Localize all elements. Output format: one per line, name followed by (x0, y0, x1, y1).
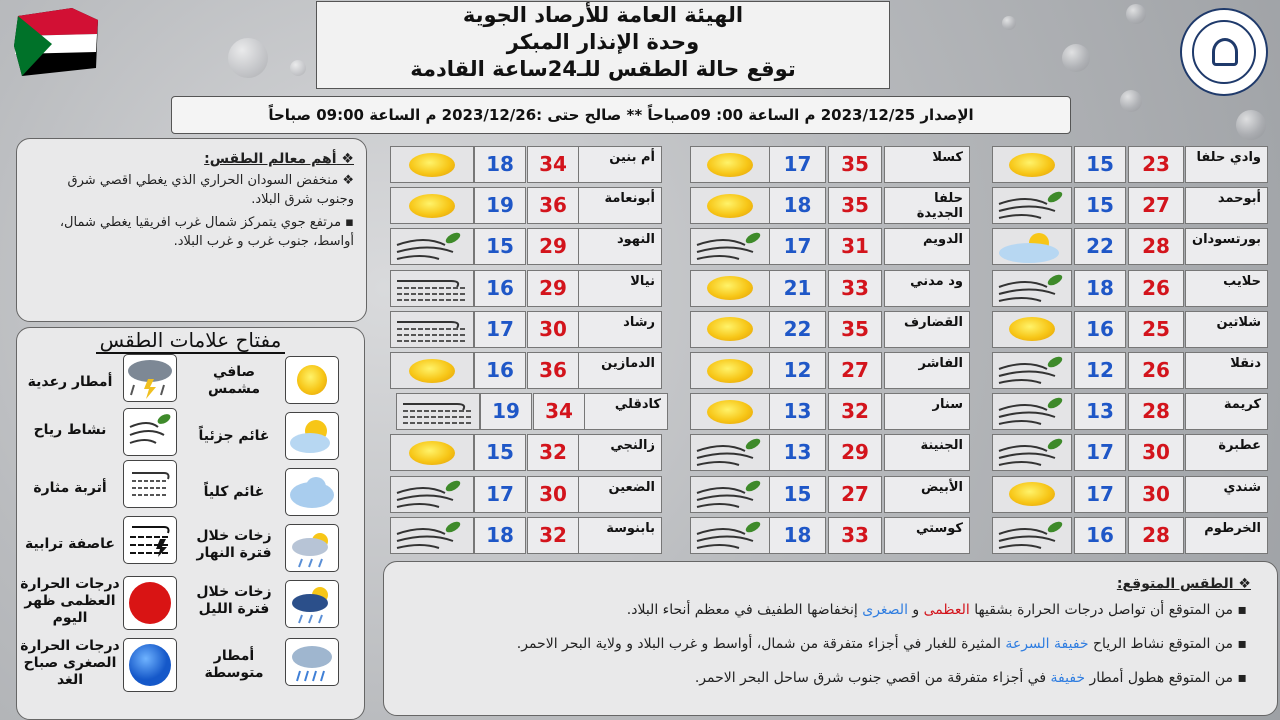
sunny-icon (1009, 482, 1055, 506)
expected-item: ▪ من المتوقع هطول أمطار خفيفة في أجزاء متفرقة من اقصي جنوب شرق ساحل البحر الاحمر. (694, 670, 1247, 686)
min-temp-value: 17 (769, 228, 826, 265)
expected-item: ▪ من المتوقع أن تواصل درجات الحرارة بشقيها العظمى و الصغرى إنخفاضها الطفيف في معظم أنحاء البلاد. (626, 602, 1247, 618)
min-temp-value: 13 (1074, 393, 1126, 430)
raised-dust-icon (391, 312, 475, 349)
cloudy-icon (285, 468, 339, 516)
legend-sunny-label: صافي مشمس (207, 364, 261, 397)
min-temp-value: 17 (474, 476, 526, 513)
night-showers-icon (285, 580, 339, 628)
legend-night-showers-label: زخات خلال فترة الليل (196, 584, 272, 617)
station-name: حلفا الجديدة (884, 187, 970, 224)
sunny-icon (707, 153, 753, 177)
weather-icon-cell (690, 187, 770, 224)
min-temp-value: 22 (769, 311, 826, 348)
max-temp-value: 27 (828, 476, 882, 513)
max-temp-value: 32 (527, 517, 579, 554)
station-name: زالنجي (578, 434, 662, 471)
wind-icon (691, 435, 771, 472)
station-name: أبوحمد (1185, 187, 1268, 224)
expected-weather-heading: ❖ الطقس المتوقع: (1116, 576, 1251, 592)
weather-icon-cell (690, 270, 770, 307)
weather-icon-cell (690, 311, 770, 348)
station-name: شندي (1185, 476, 1268, 513)
max-temp-value: 29 (828, 434, 882, 471)
min-temp-value: 15 (1074, 146, 1126, 183)
min-temp-value: 13 (769, 393, 826, 430)
station-name: الدويم (884, 228, 970, 265)
max-temp-value: 30 (1128, 434, 1184, 471)
sunny-icon (409, 153, 455, 177)
station-name: الفاشر (884, 352, 970, 389)
weather-icon-cell (390, 352, 474, 389)
legend-duststorm-label: عاصفة ترابية (24, 536, 115, 552)
sunny-icon (285, 356, 339, 404)
weather-icon-cell (992, 270, 1072, 307)
sunny-icon (409, 194, 455, 218)
station-name: الدمازين (578, 352, 662, 389)
weather-icon-cell (992, 476, 1072, 513)
wind-icon (993, 188, 1073, 225)
station-name: الخرطوم (1185, 517, 1268, 554)
min-temp-value: 22 (1074, 228, 1126, 265)
max-temp-value: 29 (527, 228, 579, 265)
station-name: نيالا (578, 270, 662, 307)
station-name: رشاد (578, 311, 662, 348)
weather-icon-cell (992, 311, 1072, 348)
raised-dust-icon (397, 394, 481, 431)
sunny-icon (409, 441, 455, 465)
weather-icon-cell (992, 228, 1072, 265)
legend-max-temp-label: درجات الحرارة العظمى ظهر اليوم (20, 576, 120, 626)
met-authority-logo (1180, 8, 1268, 96)
max-temp-value: 23 (1128, 146, 1184, 183)
sunny-icon (409, 359, 455, 383)
min-temp-value: 15 (474, 434, 526, 471)
raised-dust-icon (391, 271, 475, 308)
wind-icon (993, 353, 1073, 390)
sunny-icon (707, 317, 753, 341)
max-temp-value: 34 (527, 146, 579, 183)
max-temp-value: 30 (527, 476, 579, 513)
partly-cloudy-icon (285, 412, 339, 460)
weather-icon-cell (690, 517, 770, 554)
weather-icon-cell (690, 352, 770, 389)
legend-title: مفتاح علامات الطقس (17, 328, 364, 352)
max-temp-value: 36 (527, 352, 579, 389)
sunny-icon (707, 400, 753, 424)
dust-storm-icon (123, 516, 177, 564)
station-name: دنقلا (1185, 352, 1268, 389)
min-temp-value: 18 (1074, 270, 1126, 307)
max-temp-value: 27 (1128, 187, 1184, 224)
weather-icon-cell (390, 476, 474, 513)
legend-cloudy-label: غائم كلياً (203, 484, 265, 500)
max-temp-value: 35 (828, 311, 882, 348)
max-temp-value: 33 (828, 517, 882, 554)
partly-cloudy-icon (993, 229, 1073, 266)
weather-icon-cell (690, 434, 770, 471)
weather-icon-cell (992, 146, 1072, 183)
expected-item: ▪ من المتوقع نشاط الرياح خفيفة السرعة المثيرة للغبار في أجزاء متفرقة من شمال، أواسط و غرب البلاد و ولاية البحر الاحمر. (516, 636, 1247, 652)
weather-icon-cell (390, 434, 474, 471)
sunny-icon (707, 359, 753, 383)
issue-validity-bar: الإصدار 2023/12/25 م الساعة 00: 09صباحاً ** صالح حتى :2023/12/26 م الساعة 09:00 صباحاً (171, 96, 1071, 134)
station-name: بورتسودان (1185, 228, 1268, 265)
weather-icon-cell (390, 228, 474, 265)
max-temp-value: 28 (1128, 228, 1184, 265)
min-temp-value: 16 (474, 352, 526, 389)
weather-icon-cell (992, 352, 1072, 389)
sunny-icon (1009, 153, 1055, 177)
weather-icon-cell (390, 270, 474, 307)
legend-min-temp-label: درجات الحرارة الصغرى صباح الغد (20, 638, 120, 688)
weather-icon-cell (992, 517, 1072, 554)
max-temp-value: 30 (527, 311, 579, 348)
wind-icon (123, 408, 177, 456)
sunny-icon (707, 276, 753, 300)
min-temp-icon (123, 638, 177, 692)
min-temp-value: 15 (1074, 187, 1126, 224)
min-temp-value: 19 (480, 393, 532, 430)
weather-features-heading: ❖ أهم معالم الطقس: (204, 151, 354, 167)
max-temp-value: 26 (1128, 352, 1184, 389)
max-temp-value: 25 (1128, 311, 1184, 348)
wind-icon (391, 518, 471, 555)
weather-features-box (16, 138, 367, 322)
expected-weather-box (383, 561, 1278, 716)
min-temp-value: 19 (474, 187, 526, 224)
max-temp-value: 28 (1128, 393, 1184, 430)
max-temp-value: 35 (828, 187, 882, 224)
raised-dust-icon (123, 460, 177, 508)
max-temp-value: 34 (533, 393, 585, 430)
min-temp-value: 18 (769, 517, 826, 554)
weather-legend (16, 327, 365, 720)
thunderstorm-icon (123, 354, 177, 402)
legend-partly-label: غائم جزئياً (198, 428, 270, 444)
wind-icon (993, 518, 1073, 555)
max-temp-value: 31 (828, 228, 882, 265)
station-name: كادقلي (584, 393, 668, 430)
station-name: وادي حلفا (1185, 146, 1268, 183)
min-temp-value: 18 (474, 146, 526, 183)
wind-icon (993, 435, 1073, 472)
weather-icon-cell (690, 146, 770, 183)
station-name: أم بنين (578, 146, 662, 183)
weather-icon-cell (690, 476, 770, 513)
station-name: كوستي (884, 517, 970, 554)
weather-icon-cell (390, 517, 474, 554)
max-temp-value: 27 (828, 352, 882, 389)
max-temp-value: 35 (828, 146, 882, 183)
station-name: ود مدني (884, 270, 970, 307)
station-name: بابنوسة (578, 517, 662, 554)
legend-dust-label: أتربة مثارة (33, 480, 107, 496)
wind-icon (993, 394, 1073, 431)
weather-icon-cell (390, 187, 474, 224)
station-name: حلايب (1185, 270, 1268, 307)
min-temp-value: 16 (474, 270, 526, 307)
max-temp-value: 33 (828, 270, 882, 307)
wind-icon (691, 229, 771, 266)
station-name: الضعين (578, 476, 662, 513)
sunny-icon (707, 194, 753, 218)
min-temp-value: 16 (1074, 311, 1126, 348)
max-temp-value: 32 (828, 393, 882, 430)
sudan-flag-icon (12, 6, 102, 78)
station-name: أبونعامة (578, 187, 662, 224)
station-name: النهود (578, 228, 662, 265)
wind-icon (691, 477, 771, 514)
legend-thunder-label: أمطار رعدية (27, 374, 113, 390)
min-temp-value: 21 (769, 270, 826, 307)
min-temp-value: 13 (769, 434, 826, 471)
weather-icon-cell (992, 393, 1072, 430)
max-temp-value: 36 (527, 187, 579, 224)
legend-wind-label: نشاط رياح (33, 422, 107, 438)
max-temp-value: 32 (527, 434, 579, 471)
station-name: كريمة (1185, 393, 1268, 430)
weather-feature-item: ❖ منخفض السودان الحراري الذي يغطي اقصي شرق وجنوب شرق البلاد. (67, 173, 354, 207)
station-name: شلاتين (1185, 311, 1268, 348)
min-temp-value: 17 (474, 311, 526, 348)
min-temp-value: 12 (1074, 352, 1126, 389)
legend-moderate-rain-label: أمطار متوسطة (204, 648, 264, 681)
min-temp-value: 18 (474, 517, 526, 554)
max-temp-value: 29 (527, 270, 579, 307)
min-temp-value: 16 (1074, 517, 1126, 554)
day-showers-icon (285, 524, 339, 572)
min-temp-value: 17 (1074, 434, 1126, 471)
moderate-rain-icon (285, 638, 339, 686)
min-temp-value: 17 (1074, 476, 1126, 513)
max-temp-value: 30 (1128, 476, 1184, 513)
weather-icon-cell (690, 228, 770, 265)
legend-day-showers-label: زخات خلال فترة النهار (196, 528, 272, 561)
sunny-icon (1009, 317, 1055, 341)
weather-icon-cell (390, 311, 474, 348)
station-name: عطبرة (1185, 434, 1268, 471)
weather-icon-cell (390, 146, 474, 183)
station-name: القضارف (884, 311, 970, 348)
title-line-1: الهيئة العامة للأرصاد الجوية (462, 3, 744, 27)
station-name: الأبيض (884, 476, 970, 513)
weather-icon-cell (690, 393, 770, 430)
min-temp-value: 12 (769, 352, 826, 389)
weather-feature-item: ▪ مرتفع جوي يتمركز شمال غرب افريقيا يغطي شمال، أواسط، جنوب غرب و غرب البلاد. (59, 215, 354, 249)
station-name: الجنينة (884, 434, 970, 471)
min-temp-value: 15 (769, 476, 826, 513)
station-name: سنار (884, 393, 970, 430)
max-temp-value: 28 (1128, 517, 1184, 554)
wind-icon (993, 271, 1073, 308)
min-temp-value: 18 (769, 187, 826, 224)
min-temp-value: 17 (769, 146, 826, 183)
title-line-3: توقع حالة الطقس للـ24ساعة القادمة (410, 57, 796, 81)
wind-icon (691, 518, 771, 555)
wind-icon (391, 229, 471, 266)
max-temp-value: 26 (1128, 270, 1184, 307)
title-box (316, 1, 890, 89)
station-name: كسلا (884, 146, 970, 183)
min-temp-value: 15 (474, 228, 526, 265)
max-temp-icon (123, 576, 177, 630)
title-line-2: وحدة الإنذار المبكر (506, 30, 700, 54)
weather-icon-cell (992, 187, 1072, 224)
wind-icon (391, 477, 471, 514)
weather-icon-cell (992, 434, 1072, 471)
weather-icon-cell (396, 393, 480, 430)
